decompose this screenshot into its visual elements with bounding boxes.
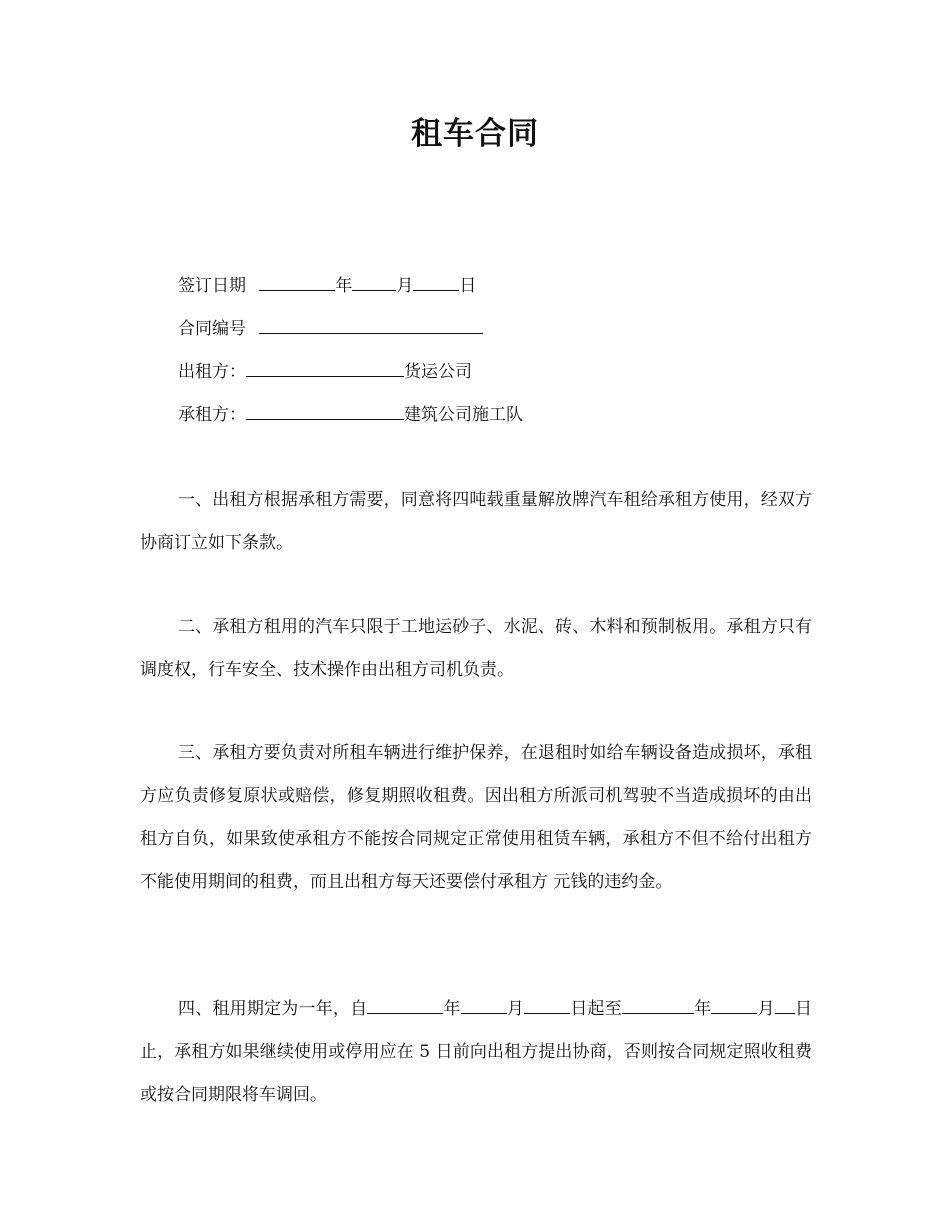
sign-date-line	[178, 274, 476, 298]
sign-date-month-blank	[352, 274, 396, 291]
clause-4-rest: 日止，承租方如果继续使用或停用应在 5 日前向出租方提出协商，否则按合同规定照收租费或按合同期限将车调回。	[140, 999, 813, 1105]
clause-1: 一、出租方根据承租方需要，同意将四吨载重量解放牌汽车租给承租方使用，经双方协商订立如下条款。	[140, 490, 812, 553]
sign-date-day-blank	[413, 274, 459, 291]
document-title: 租车合同	[411, 116, 539, 152]
lessee-name-blank	[246, 403, 404, 420]
term-end-year-label: 年	[693, 999, 712, 1019]
contract-number-blank	[259, 317, 483, 334]
contract-number-line	[178, 317, 483, 341]
day-label: 日	[459, 276, 477, 296]
lessee-suffix: 建筑公司施工队	[404, 405, 523, 425]
term-end-day-blank	[775, 997, 795, 1014]
year-label: 年	[335, 276, 353, 296]
lessor-line	[178, 360, 472, 384]
term-start-year-blank	[367, 997, 443, 1014]
term-start-month-blank	[461, 997, 507, 1014]
contract-number-label: 合同编号	[178, 319, 246, 339]
term-start-day-label: 日起至	[570, 999, 622, 1019]
clause-2: 二、承租方租用的汽车只限于工地运砂子、水泥、砖、木料和预制板用。承租方只有调度权，行车安全、技术操作由出租方司机负责。	[140, 617, 812, 680]
term-end-month-label: 月	[757, 999, 775, 1019]
term-end-year-blank	[622, 997, 694, 1014]
lessee-label: 承租方：	[178, 405, 246, 425]
lessee-line	[178, 403, 523, 427]
term-end-month-blank	[711, 997, 757, 1014]
lessor-suffix: 货运公司	[404, 362, 472, 382]
term-start-day-blank	[524, 997, 570, 1014]
sign-date-year-blank	[259, 274, 335, 291]
month-label: 月	[396, 276, 414, 296]
lessor-name-blank	[246, 360, 404, 377]
clause-3: 三、承租方要负责对所租车辆进行维护保养，在退租时如给车辆设备造成损坏，承租方应负责修复原状或赔偿，修复期照收租费。因出租方所派司机驾驶不当造成损坏的由出租方自负，如果致使承租方不能按合同规定正常使用租赁车辆，承租方不但不给付出租方不能使用期间的租费，而且出租方每天还要偿付承租方 元钱的违约金。	[140, 743, 812, 892]
term-start-month-label: 月	[506, 999, 525, 1019]
clause-4-prefix: 四、租用期定为一年，自	[178, 999, 368, 1019]
sign-date-label: 签订日期	[178, 276, 246, 296]
term-start-year-label: 年	[443, 999, 461, 1019]
lessor-label: 出租方：	[178, 362, 246, 382]
clause-4	[140, 988, 812, 1117]
